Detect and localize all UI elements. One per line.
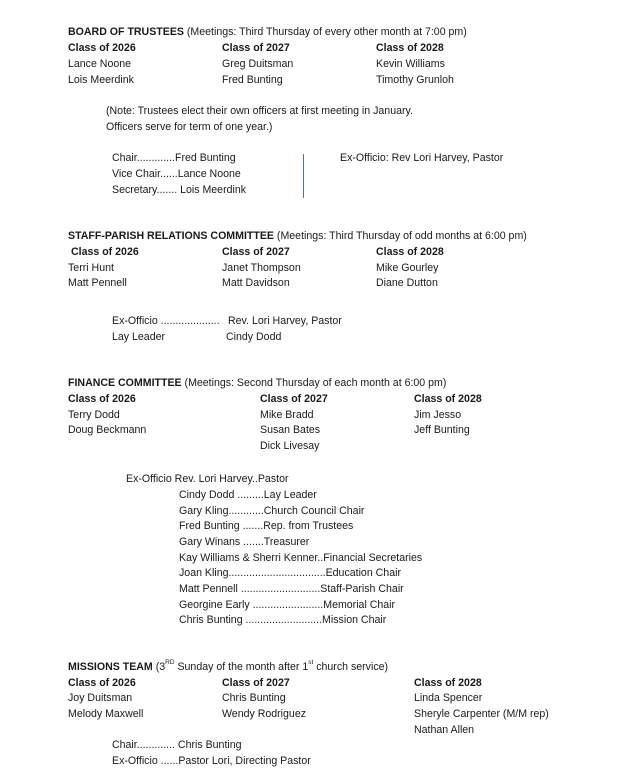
finance-ex-row: Kay Williams & Sherri Kenner..Financial Secretaries — [179, 552, 423, 564]
sprc-member: Terri Hunt — [68, 262, 114, 274]
missions-ex-officio: Ex-Officio ......Pastor Lori, Directing Pastor — [112, 755, 311, 767]
trustees-meeting: (Meetings: Third Thursday of every other month at 7:00 pm) — [183, 26, 467, 38]
finance-meeting: (Meetings: Second Thursday of each month at 6:00 pm) — [181, 377, 447, 389]
finance-member: Mike Bradd — [260, 409, 314, 421]
finance-heading-line — [68, 377, 446, 390]
sprc-col-label: Class of 2027 — [222, 246, 290, 258]
trustees-note-line2: Officers serve for term of one year.) — [106, 121, 273, 133]
missions-member: Chris Bunting — [222, 692, 286, 704]
missions-chair: Chair............. Chris Bunting — [112, 739, 242, 751]
trustees-heading: BOARD OF TRUSTEES — [68, 26, 184, 38]
sprc-heading-line — [68, 230, 527, 243]
missions-meeting-b: Sunday of the month after 1 — [174, 661, 309, 673]
finance-member: Jeff Bunting — [414, 424, 470, 436]
sprc-heading: STAFF-PARISH RELATIONS COMMITTEE — [68, 230, 274, 242]
missions-heading: MISSIONS TEAM — [68, 661, 153, 673]
finance-ex-row: Fred Bunting .......Rep. from Trustees — [179, 520, 354, 532]
finance-member: Terry Dodd — [68, 409, 120, 421]
sprc-member: Janet Thompson — [222, 262, 301, 274]
finance-col-label: Class of 2026 — [68, 393, 136, 405]
trustees-officer: Vice Chair......Lance Noone — [112, 168, 241, 180]
finance-member: Doug Beckmann — [68, 424, 147, 436]
missions-meeting-sup1: RD — [165, 659, 175, 666]
missions-heading-line — [68, 661, 388, 674]
trustees-ex-officio: Ex-Officio: Rev Lori Harvey, Pastor — [340, 152, 504, 164]
trustee-member: Kevin Williams — [376, 58, 445, 70]
sprc-ex-role: Ex-Officio .................... — [112, 315, 220, 327]
missions-member: Nathan Allen — [414, 724, 475, 736]
trustees-col-label: Class of 2028 — [376, 42, 444, 54]
missions-member: Sheryle Carpenter (M/M rep) — [414, 708, 549, 720]
trustee-member: Timothy Grunloh — [376, 74, 454, 86]
sprc-member: Mike Gourley — [376, 262, 439, 274]
trustees-officer: Secretary....... Lois Meerdink — [112, 184, 247, 196]
sprc-meeting: (Meetings: Third Thursday of odd months at 6:00 pm) — [273, 230, 527, 242]
trustees-officer: Chair.............Fred Bunting — [112, 152, 236, 164]
trustee-member: Lance Noone — [68, 58, 132, 70]
finance-ex-row: Gary Winans .......Treasurer — [179, 536, 310, 548]
sprc-col-label: Class of 2026 — [71, 246, 139, 258]
trustee-member: Greg Duitsman — [222, 58, 294, 70]
missions-meeting-c: church service) — [313, 661, 389, 673]
sprc-ex-role: Lay Leader — [112, 331, 166, 343]
trustees-heading-line — [68, 26, 467, 39]
finance-ex-row: Chris Bunting ..........................Mission Chair — [179, 614, 387, 626]
finance-ex-row: Gary Kling............Church Council Chair — [179, 505, 365, 517]
finance-member: Susan Bates — [260, 424, 321, 436]
missions-meeting-a: (3 — [152, 661, 166, 673]
finance-ex-row: Matt Pennell ...........................Staff-Parish Chair — [179, 583, 404, 595]
sprc-ex-name: Cindy Dodd — [226, 331, 282, 343]
finance-col-label: Class of 2028 — [414, 393, 482, 405]
finance-col-label: Class of 2027 — [260, 393, 328, 405]
missions-member: Wendy Rodriguez — [222, 708, 307, 720]
sprc-member: Diane Dutton — [376, 277, 438, 289]
finance-member: Dick Livesay — [260, 440, 320, 452]
divider-line — [303, 154, 304, 198]
missions-meeting-sup2: st — [308, 659, 314, 666]
missions-col-label: Class of 2028 — [414, 677, 482, 689]
sprc-col-label: Class of 2028 — [376, 246, 444, 258]
sprc-member: Matt Davidson — [222, 277, 290, 289]
missions-member: Joy Duitsman — [68, 692, 133, 704]
missions-member: Melody Maxwell — [68, 708, 144, 720]
trustee-member: Fred Bunting — [222, 74, 283, 86]
finance-ex-label: Ex-Officio Rev. Lori Harvey..Pastor — [126, 473, 289, 485]
missions-member: Linda Spencer — [414, 692, 483, 704]
trustee-member: Lois Meerdink — [68, 74, 134, 86]
finance-heading: FINANCE COMMITTEE — [68, 377, 182, 389]
finance-ex-row: Georgine Early ........................Memorial Chair — [179, 599, 396, 611]
trustees-col-label: Class of 2027 — [222, 42, 290, 54]
finance-member: Jim Jesso — [414, 409, 462, 421]
finance-ex-row: Joan Kling.................................Education Chair — [179, 567, 401, 579]
trustees-col-label: Class of 2026 — [68, 42, 136, 54]
sprc-member: Matt Pennell — [68, 277, 127, 289]
trustees-note-line1: (Note: Trustees elect their own officers at first meeting in January. — [106, 105, 413, 117]
finance-ex-row: Cindy Dodd .........Lay Leader — [179, 489, 317, 501]
missions-col-label: Class of 2027 — [222, 677, 290, 689]
sprc-ex-name: Rev. Lori Harvey, Pastor — [228, 315, 342, 327]
missions-col-label: Class of 2026 — [68, 677, 136, 689]
